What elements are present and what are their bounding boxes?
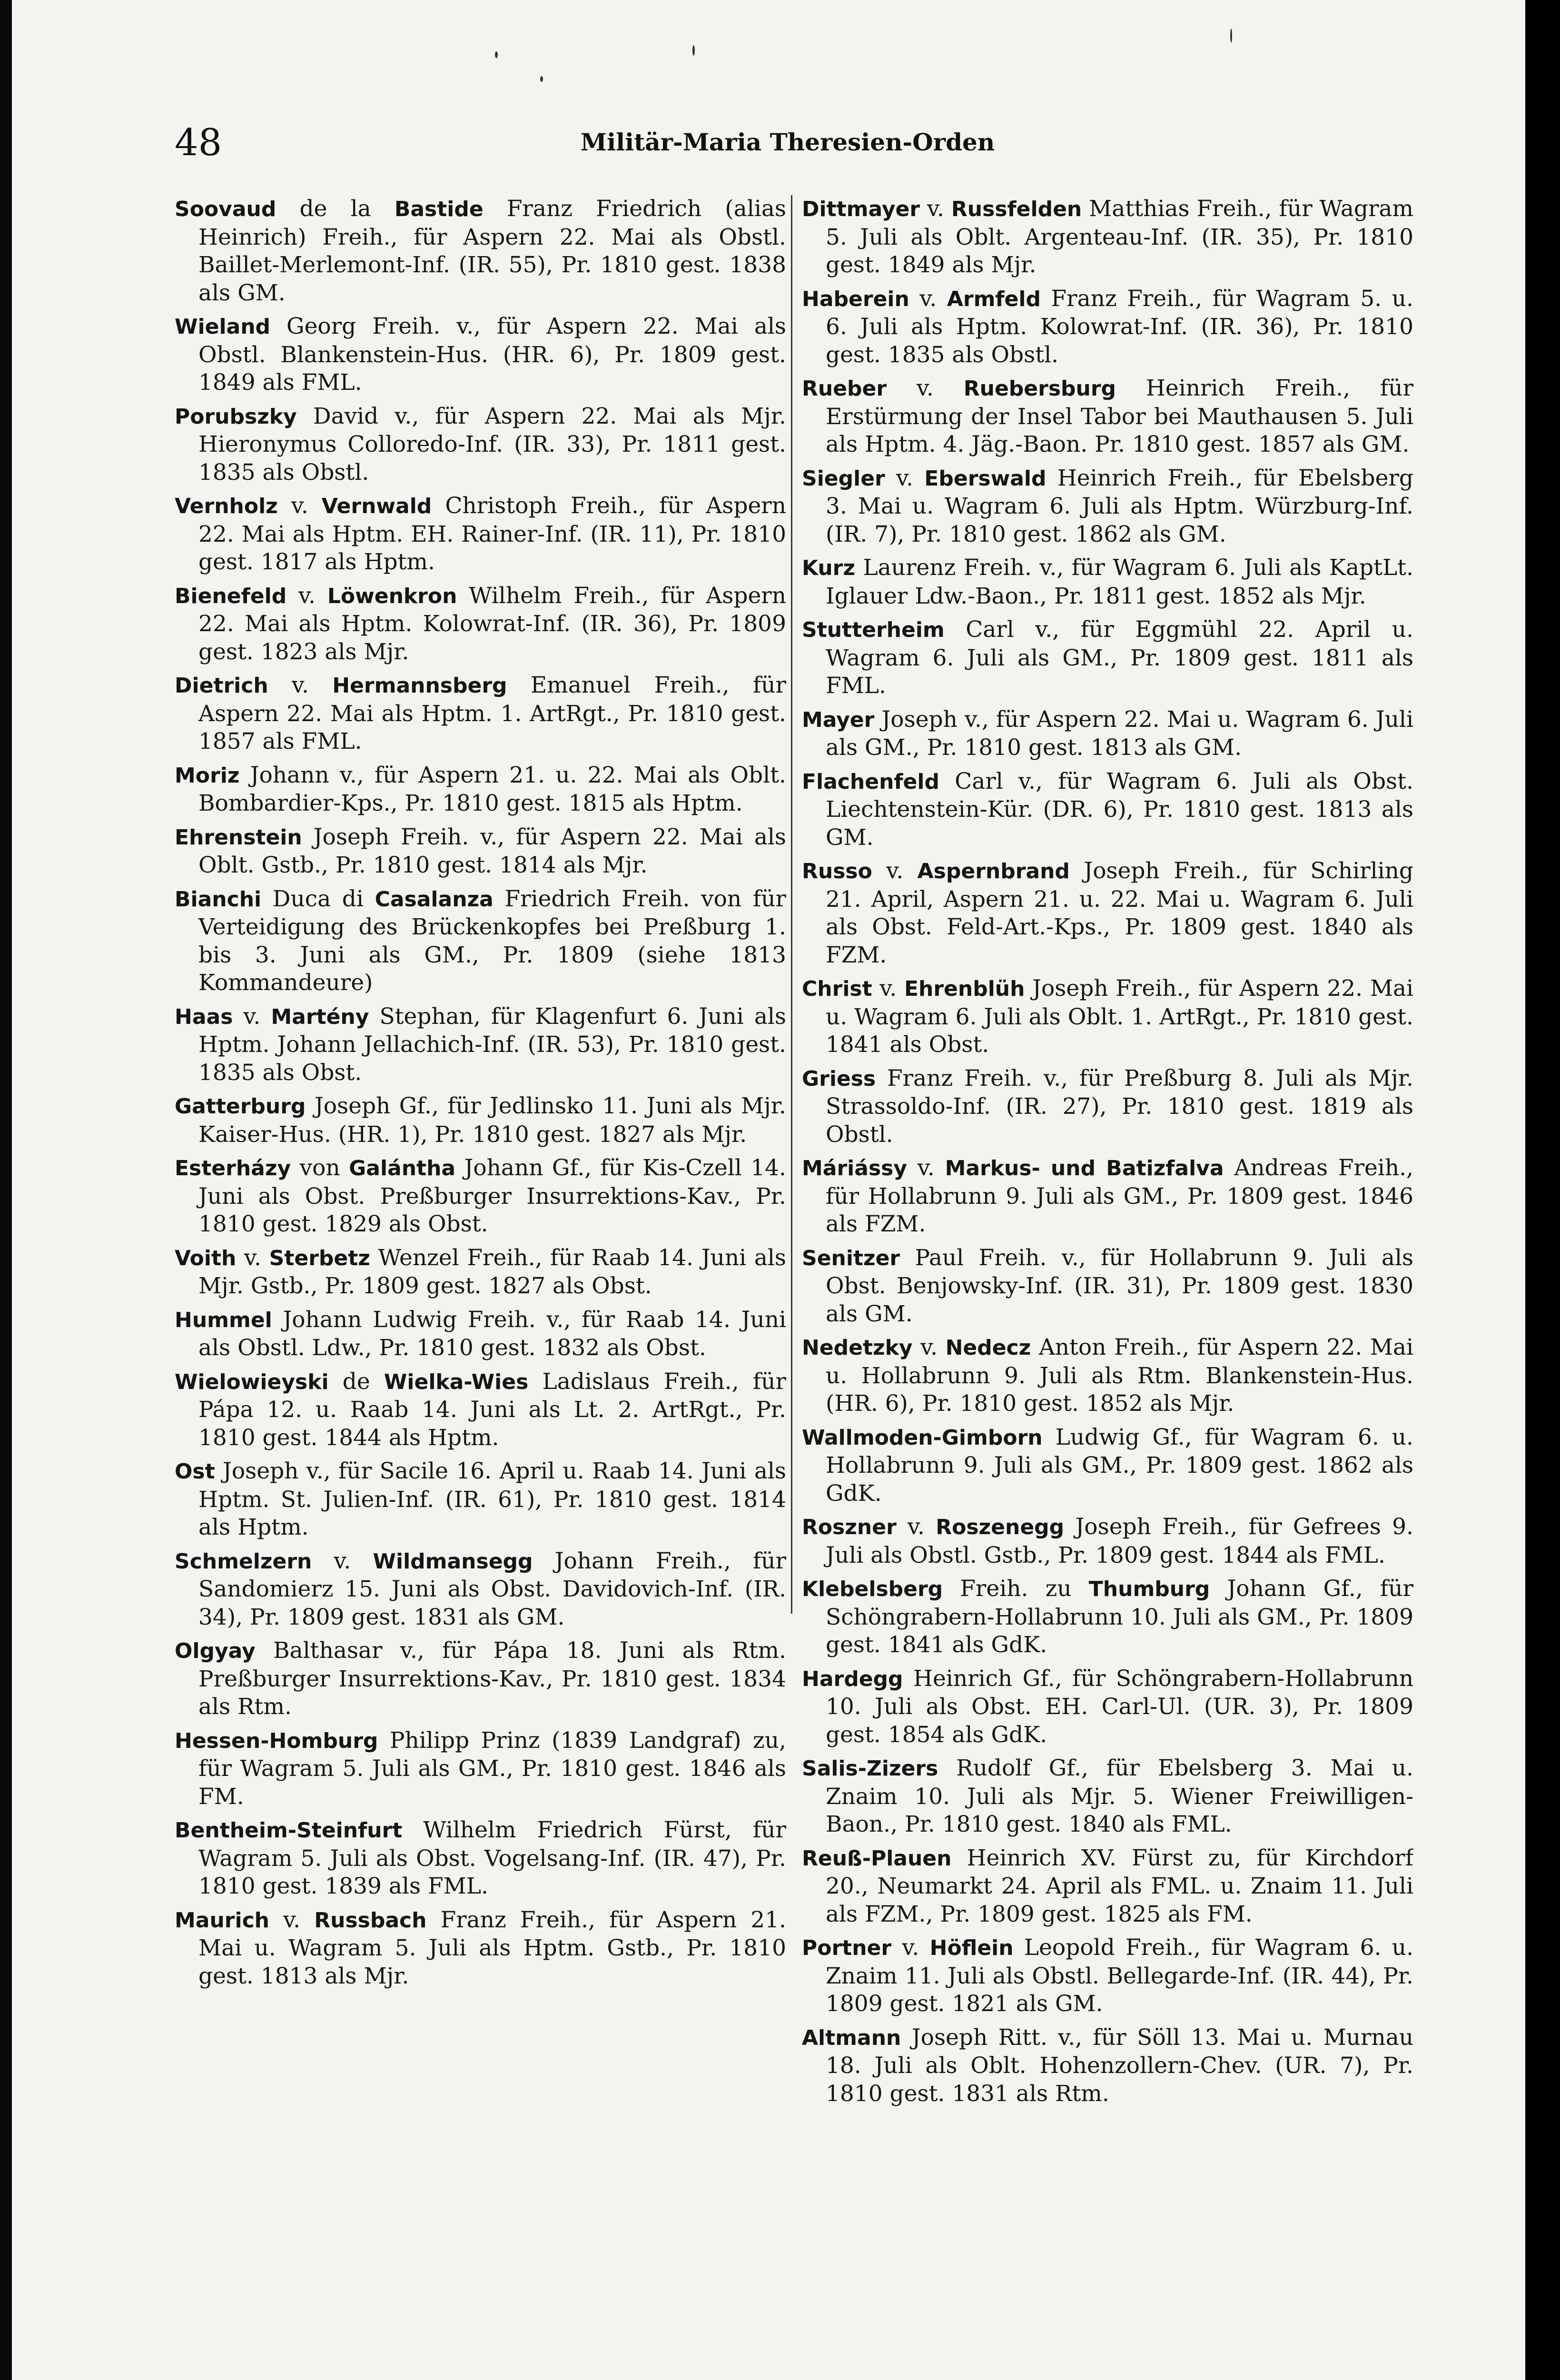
entry-predicate: Wielka-Wies xyxy=(384,1369,529,1394)
entry-text: von xyxy=(291,1155,349,1181)
entry-surname: Russo xyxy=(802,859,872,883)
entry-text: v. xyxy=(896,1514,936,1540)
entry-text: Joseph Ritt. v., für Söll 13. Mai u. Murnau 18. Juli als Oblt. Hohenzollern-Chev. (UR. 7), Pr. 1810 gest. 1831 als Rtm. xyxy=(826,2024,1413,2107)
entry-text: v. xyxy=(885,465,925,491)
entry-surname: Portner xyxy=(802,1936,892,1960)
register-entry xyxy=(175,1906,786,1991)
register-entry xyxy=(175,1637,786,1721)
entry-details: Emanuel Freih., für Aspern 22. Mai als Hptm. 1. ArtRgt., Pr. 1810 gest. 1857 als FML. xyxy=(198,672,786,754)
register-entry xyxy=(175,582,786,666)
entry-surname: Esterházy xyxy=(175,1156,291,1180)
entry-details: Franz Friedrich (alias Heinrich) Freih., für Aspern 22. Mai als Obstl. Baillet-Merlemont-Inf. (IR. 55), Pr. 1810 gest. 1838 als GM. xyxy=(198,196,786,306)
register-entry xyxy=(175,403,786,487)
entry-text: Balthasar v., für Pápa 18. Juni als Rtm. Preßburger Insurrektions-Kav., Pr. 1810 gest. 1834 als Rtm. xyxy=(198,1637,786,1720)
register-entry xyxy=(802,375,1413,459)
register-entry xyxy=(802,465,1413,549)
entry-predicate: Ruebersburg xyxy=(963,377,1116,401)
entry-text: v. xyxy=(920,196,951,222)
entry-surname: Hummel xyxy=(175,1308,272,1332)
entry-predicate: Markus- und Batizfalva xyxy=(945,1156,1224,1180)
entry-text: v. xyxy=(912,1334,946,1360)
right-column xyxy=(802,195,1413,2209)
entry-text: v. xyxy=(233,1003,271,1030)
entry-text: Duca di xyxy=(261,885,375,912)
entry-surname: Christ xyxy=(802,977,872,1001)
entry-surname: Bentheim-Steinfurt xyxy=(175,1818,403,1843)
entry-surname: Kurz xyxy=(802,556,855,580)
entry-surname: Gatterburg xyxy=(175,1094,306,1119)
entry-predicate: Galántha xyxy=(349,1156,456,1180)
register-entry xyxy=(802,1334,1413,1418)
register-entry xyxy=(802,1154,1413,1239)
register-entry xyxy=(175,1003,786,1087)
entry-details: Franz Freih., für Aspern 21. Mai u. Wagram 5. Juli als Hptm. Gstb., Pr. 1810 gest. 1813 als Mjr. xyxy=(198,1906,786,1989)
register-entry xyxy=(802,768,1413,852)
entry-surname: Senitzer xyxy=(802,1246,900,1270)
entry-surname: Olgyay xyxy=(175,1639,256,1663)
entry-details: Heinrich Freih., für Erstürmung der Insel Tabor bei Mauthausen 5. Juli als Hptm. 4. Jäg.-Baon. Pr. 1810 gest. 1857 als GM. xyxy=(826,375,1413,457)
entry-surname: Haberein xyxy=(802,287,909,311)
entry-text: Philipp Prinz (1839 Landgraf) zu, für Wagram 5. Juli als GM., Pr. 1810 gest. 1846 als FM. xyxy=(198,1727,786,1810)
entry-text: David v., für Aspern 22. Mai als Mjr. Hieronymus Colloredo-Inf. (IR. 33), Pr. 1811 gest. 1835 als Obstl. xyxy=(198,403,786,486)
entry-predicate: Russfelden xyxy=(951,197,1082,221)
entry-details: Johann Gf., für Kis-Czell 14. Juni als Obst. Preßburger Insurrektions-Kav., Pr. 1810 gest. 1829 als Obst. xyxy=(198,1155,786,1237)
entry-surname: Schmelzern xyxy=(175,1549,312,1574)
entry-surname: Dittmayer xyxy=(802,197,920,221)
entry-text: Joseph Gf., für Jedlinsko 11. Juni als Mjr. Kaiser-Hus. (HR. 1), Pr. 1810 gest. 1827 als Mjr. xyxy=(198,1093,786,1148)
entry-details: Wenzel Freih., für Raab 14. Juni als Mjr. Gstb., Pr. 1809 gest. 1827 als Obst. xyxy=(198,1244,786,1299)
entry-text: v. xyxy=(277,493,322,519)
entry-text: v. xyxy=(872,858,918,884)
entry-surname: Roszner xyxy=(802,1515,897,1539)
entry-surname: Soovaud xyxy=(175,197,276,221)
entry-surname: Bienefeld xyxy=(175,584,287,608)
register-entry xyxy=(175,492,786,576)
entry-text: Freih. zu xyxy=(943,1576,1089,1602)
entry-details: Johann Freih., für Sandomierz 15. Juni als Obst. Davidovich-Inf. (IR. 34), Pr. 1809 gest. 1831 als GM. xyxy=(198,1547,786,1630)
entry-surname: Wallmoden-Gimborn xyxy=(802,1425,1043,1450)
register-entry xyxy=(802,1065,1413,1149)
register-entry xyxy=(802,616,1413,700)
entry-predicate: Martény xyxy=(271,1004,369,1029)
entry-surname: Flachenfeld xyxy=(802,769,939,794)
entry-predicate: Armfeld xyxy=(947,287,1041,311)
entry-text: v. xyxy=(268,672,333,698)
entry-predicate: Löwenkron xyxy=(327,584,457,608)
entry-surname: Griess xyxy=(802,1066,876,1091)
register-entry xyxy=(802,1665,1413,1749)
entry-text: Ludwig Gf., für Wagram 6. u. Hollabrunn 9. Juli als GM., Pr. 1809 gest. 1862 als GdK. xyxy=(826,1424,1413,1507)
entry-predicate: Ehrenblüh xyxy=(904,977,1025,1001)
entry-text: v. xyxy=(887,375,964,401)
entry-surname: Siegler xyxy=(802,466,885,491)
entry-text: Heinrich Gf., für Schöngrabern-Hollabrunn 10. Juli als Obst. EH. Carl-Ul. (UR. 3), Pr. 1809 gest. 1854 als GdK. xyxy=(826,1665,1413,1748)
entry-surname: Moriz xyxy=(175,763,240,788)
register-entry xyxy=(802,2024,1413,2108)
register-entry xyxy=(802,285,1413,369)
register-entry xyxy=(802,1513,1413,1569)
entry-details: Andreas Freih., für Hollabrunn 9. Juli als GM., Pr. 1809 gest. 1846 als FZM. xyxy=(826,1155,1413,1237)
entry-predicate: Sterbetz xyxy=(269,1246,370,1270)
register-entry xyxy=(802,1424,1413,1508)
entry-surname: Máriássy xyxy=(802,1156,908,1180)
entry-text: de la xyxy=(276,196,395,222)
entry-surname: Stutterheim xyxy=(802,618,945,642)
entry-predicate: Vernwald xyxy=(321,494,432,518)
scan-speck xyxy=(1230,29,1232,43)
page-header xyxy=(175,121,1401,174)
entry-text: v. xyxy=(891,1934,930,1961)
register-entry xyxy=(175,313,786,397)
register-entry xyxy=(175,1458,786,1542)
register-entry xyxy=(175,762,786,818)
entry-text: Joseph v., für Aspern 22. Mai u. Wagram 6. Juli als GM., Pr. 1810 gest. 1813 als GM. xyxy=(826,706,1413,761)
entry-surname: Vernholz xyxy=(175,494,278,518)
entry-text: Paul Freih. v., für Hollabrunn 9. Juli als Obst. Benjowsky-Inf. (IR. 31), Pr. 1809 gest. 1830 als GM. xyxy=(826,1244,1413,1327)
register-entry xyxy=(802,1575,1413,1659)
entry-details: Christoph Freih., für Aspern 22. Mai als Hptm. EH. Rainer-Inf. (IR. 11), Pr. 1810 gest. 1817 als Hptm. xyxy=(198,493,786,575)
entry-predicate: Eberswald xyxy=(924,466,1047,491)
scan-speck xyxy=(540,76,543,82)
document-page xyxy=(12,0,1525,2380)
entry-surname: Bianchi xyxy=(175,887,262,912)
entry-surname: Wielowieyski xyxy=(175,1369,329,1394)
entry-predicate: Russbach xyxy=(314,1908,427,1933)
entry-surname: Hessen-Homburg xyxy=(175,1728,378,1753)
entry-details: Wilhelm Freih., für Aspern 22. Mai als Hptm. Kolowrat-Inf. (IR. 36), Pr. 1809 gest. 1823 als Mjr. xyxy=(198,582,786,665)
entry-predicate: Wildmansegg xyxy=(373,1549,533,1574)
entry-surname: Reuß-Plauen xyxy=(802,1846,952,1871)
register-entry xyxy=(802,1244,1413,1329)
entry-details: Franz Freih., für Wagram 5. u. 6. Juli als Hptm. Kolowrat-Inf. (IR. 36), Pr. 1810 gest. 1835 als Obstl. xyxy=(826,285,1413,368)
register-entry xyxy=(175,1092,786,1149)
register-entry xyxy=(175,885,786,997)
entry-details: Joseph Freih., für Aspern 22. Mai u. Wagram 6. Juli als Oblt. 1. ArtRgt., Pr. 1810 gest. 1841 als Obst. xyxy=(826,975,1413,1058)
entry-surname: Hardegg xyxy=(802,1666,903,1691)
entry-text: Georg Freih. v., für Aspern 22. Mai als Obstl. Blankenstein-Hus. (HR. 6), Pr. 1809 gest. 1849 als FML. xyxy=(198,313,786,396)
entry-details: Heinrich Freih., für Ebelsberg 3. Mai u. Wagram 6. Juli als Hptm. Würzburg-Inf. (IR. 7), Pr. 1810 gest. 1862 als GM. xyxy=(826,465,1413,547)
register-entry xyxy=(175,1727,786,1811)
register-entry xyxy=(802,1934,1413,2018)
entry-predicate: Aspernbrand xyxy=(917,859,1070,883)
register-entry xyxy=(802,1755,1413,1839)
page-number: 48 xyxy=(175,121,222,164)
entry-surname: Salis-Zizers xyxy=(802,1756,938,1781)
entry-surname: Mayer xyxy=(802,707,875,732)
entry-text: Johann Ludwig Freih. v., für Raab 14. Juni als Obstl. Ldw., Pr. 1810 gest. 1832 als Obst. xyxy=(198,1306,786,1361)
entry-surname: Maurich xyxy=(175,1908,269,1933)
entry-text: v. xyxy=(269,1906,315,1933)
entry-surname: Klebelsberg xyxy=(802,1577,943,1601)
entry-details: Stephan, für Klagenfurt 6. Juni als Hptm. Johann Jellachich-Inf. (IR. 53), Pr. 1810 gest. 1835 als Obst. xyxy=(198,1003,786,1086)
left-column xyxy=(175,195,786,2209)
register-entry xyxy=(802,554,1413,610)
entry-predicate: Casalanza xyxy=(375,887,494,912)
entry-text: Johann v., für Aspern 21. u. 22. Mai als Oblt. Bombardier-Kps., Pr. 1810 gest. 1815 als Hptm. xyxy=(198,762,786,816)
entry-predicate: Höflein xyxy=(929,1936,1014,1960)
scan-speck xyxy=(495,51,498,58)
register-entry xyxy=(175,1368,786,1452)
entry-predicate: Thumburg xyxy=(1088,1577,1210,1601)
entry-text: Joseph v., für Sacile 16. April u. Raab 14. Juni als Hptm. St. Julien-Inf. (IR. 61), Pr. 1810 gest. 1814 als Hptm. xyxy=(198,1458,786,1540)
entry-surname: Ost xyxy=(175,1459,215,1484)
register-entry xyxy=(802,195,1413,279)
register-entry xyxy=(802,706,1413,762)
register-entry xyxy=(175,672,786,756)
entry-details: Friedrich Freih. von für Verteidigung des Brückenkopfes bei Preßburg 1. bis 3. Juni als GM., Pr. 1809 (siehe 1813 Kommandeure) xyxy=(198,885,786,996)
register-entry xyxy=(175,1154,786,1239)
entry-surname: Wieland xyxy=(175,315,271,339)
entry-details: Ladislaus Freih., für Pápa 12. u. Raab 14. Juni als Lt. 2. ArtRgt., Pr. 1810 gest. 1844 als Hptm. xyxy=(198,1368,786,1451)
entry-text: Wilhelm Friedrich Fürst, für Wagram 5. Juli als Obst. Vogelsang-Inf. (IR. 47), Pr. 1810 gest. 1839 als FML. xyxy=(198,1817,786,1899)
entry-text: de xyxy=(328,1368,384,1395)
entry-surname: Voith xyxy=(175,1246,237,1270)
entry-surname: Haas xyxy=(175,1004,233,1029)
entry-text: v. xyxy=(907,1155,945,1181)
entry-surname: Dietrich xyxy=(175,674,268,698)
entry-details: Matthias Freih., für Wagram 5. Juli als Oblt. Argenteau-Inf. (IR. 35), Pr. 1810 gest. 1849 als Mjr. xyxy=(826,196,1413,278)
entry-surname: Porubszky xyxy=(175,404,297,429)
entry-text: Heinrich XV. Fürst zu, für Kirchdorf 20., Neumarkt 24. April als FML. u. Znaim 11. Juli als FZM., Pr. 1809 gest. 1825 als FM. xyxy=(826,1844,1413,1927)
scan-speck xyxy=(692,45,695,56)
column-divider xyxy=(791,195,792,1614)
register-entry xyxy=(175,1816,786,1901)
register-entry xyxy=(175,195,786,307)
entry-predicate: Nedecz xyxy=(945,1336,1031,1360)
entry-text: Laurenz Freih. v., für Wagram 6. Juli als KaptLt. Iglauer Ldw.-Baon., Pr. 1811 gest. 1852 als Mjr. xyxy=(826,555,1413,609)
scan-border xyxy=(1525,0,1560,2380)
register-entry xyxy=(802,975,1413,1059)
entry-details: Joseph Freih., für Schirling 21. April, Aspern 21. u. 22. Mai u. Wagram 6. Juli als Obst. Feld-Art.-Kps., Pr. 1809 gest. 1840 als FZM. xyxy=(826,858,1413,968)
entry-text: Rudolf Gf., für Ebelsberg 3. Mai u. Znaim 10. Juli als Mjr. 5. Wiener Freiwilligen-Baon., Pr. 1810 gest. 1840 als FML. xyxy=(826,1755,1413,1837)
entry-surname: Nedetzky xyxy=(802,1336,913,1360)
register-entry xyxy=(175,1306,786,1362)
entry-text: Carl v., für Wagram 6. Juli als Obst. Liechtenstein-Kür. (DR. 6), Pr. 1810 gest. 1813 als GM. xyxy=(826,768,1413,851)
entry-text: v. xyxy=(236,1244,269,1271)
entry-surname: Ehrenstein xyxy=(175,825,302,850)
register-entry xyxy=(175,823,786,880)
entry-surname: Rueber xyxy=(802,377,887,401)
entry-details: Johann Gf., für Schöngrabern-Hollabrunn 10. Juli als GM., Pr. 1809 gest. 1841 als GdK. xyxy=(826,1576,1413,1658)
running-title: Militär-Maria Theresien-Orden xyxy=(580,128,995,156)
entry-text: Joseph Freih. v., für Aspern 22. Mai als Oblt. Gstb., Pr. 1810 gest. 1814 als Mjr. xyxy=(198,823,786,878)
entry-predicate: Bastide xyxy=(394,197,484,221)
entry-text: v. xyxy=(909,285,947,312)
entry-text: Franz Freih. v., für Preßburg 8. Juli als Mjr. Strassoldo-Inf. (IR. 27), Pr. 1810 gest. 1819 als Obstl. xyxy=(826,1065,1413,1148)
entry-predicate: Roszenegg xyxy=(936,1515,1065,1539)
entry-details: Joseph Freih., für Gefrees 9. Juli als Obstl. Gstb., Pr. 1809 gest. 1844 als FML. xyxy=(826,1514,1413,1568)
entry-details: Leopold Freih., für Wagram 6. u. Znaim 11. Juli als Obstl. Bellegarde-Inf. (IR. 44), Pr. 1809 gest. 1821 als GM. xyxy=(826,1934,1413,2017)
register-entry xyxy=(802,857,1413,969)
entry-text: v. xyxy=(872,975,904,1002)
register-entry xyxy=(175,1547,786,1632)
entry-text: Carl v., für Eggmühl 22. April u. Wagram 6. Juli als GM., Pr. 1809 gest. 1811 als FML. xyxy=(826,616,1413,699)
entry-predicate: Hermannsberg xyxy=(332,674,507,698)
entry-details: Anton Freih., für Aspern 22. Mai u. Hollabrunn 9. Juli als Rtm. Blankenstein-Hus. (HR. 6), Pr. 1810 gest. 1852 als Mjr. xyxy=(826,1334,1413,1417)
entry-text: v. xyxy=(312,1547,373,1574)
register-entry xyxy=(175,1244,786,1300)
entry-text: v. xyxy=(286,582,327,609)
register-entry xyxy=(802,1844,1413,1929)
entry-surname: Altmann xyxy=(802,2025,901,2050)
